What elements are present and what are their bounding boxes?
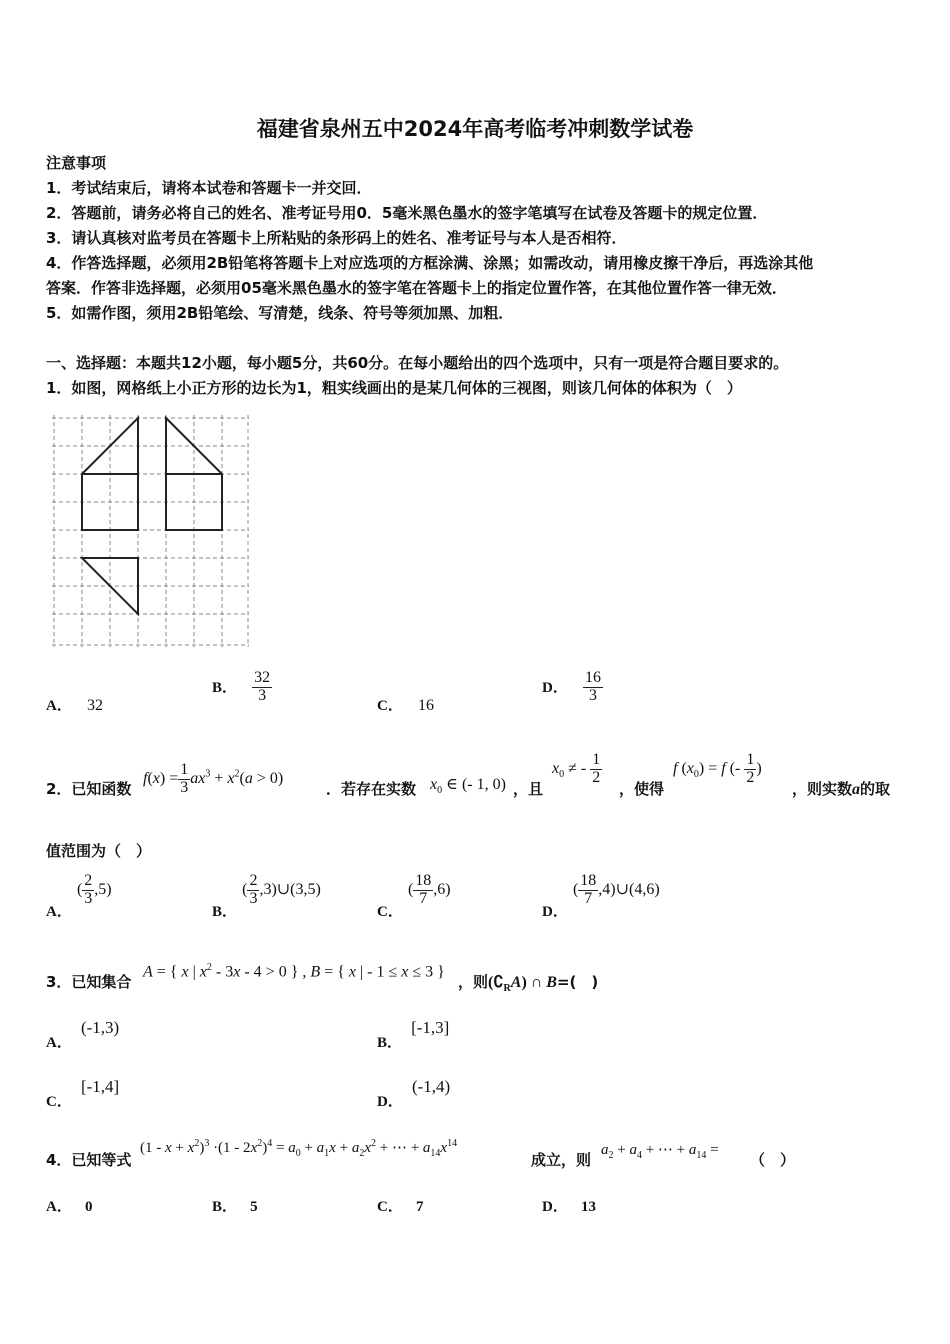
option-value: [-1,3]	[411, 1018, 450, 1037]
q1-option-a[interactable]	[46, 694, 103, 715]
question-1-stem: 1．如图，网格纸上小正方形的边长为1，粗实线画出的是某几何体的三视图，则该几何体的体积为（ ）	[46, 379, 742, 397]
notice-item: 答案．作答非选择题，必须用05毫米黑色墨水的签字笔在答题卡上的指定位置作答，在其他位置作答一律无效．	[46, 279, 787, 297]
q4-option-c[interactable]	[377, 1195, 423, 1216]
option-letter: C．	[377, 698, 403, 714]
q3-option-d[interactable]	[377, 1076, 451, 1110]
fraction-numerator: 18	[415, 872, 432, 889]
q2-line-2: 值范围为（ ）	[46, 842, 152, 860]
option-letter: B．	[212, 1199, 238, 1215]
option-value: 13	[580, 1199, 596, 1215]
q2-option-b[interactable]	[212, 872, 321, 920]
q4-identity-formula: $(1 - x + x^2)^3 \cdot(1 - 2x^2)^4 = a_0 + a_1x + a_2x^2$ + ⋯ + $a_{14}x^{14}$	[140, 1138, 458, 1159]
option-value	[572, 872, 660, 907]
q3-option-a[interactable]	[46, 1017, 120, 1051]
fraction-denominator: 3	[84, 889, 93, 907]
interval-close: ,5)	[94, 880, 112, 898]
option-value: 0	[84, 1199, 93, 1215]
q2-option-a[interactable]	[46, 872, 112, 920]
option-letter: D．	[377, 1094, 403, 1110]
option-letter: A．	[46, 698, 72, 714]
q2-option-d[interactable]	[542, 872, 660, 920]
q4-mid: 成立，则	[531, 1151, 592, 1169]
q2-var-a: a	[852, 781, 861, 798]
q1-option-c[interactable]	[377, 694, 434, 715]
notice-item: 1．考试结束后，请将本试卷和答题卡一并交回．	[46, 179, 372, 197]
solid-outlines	[82, 418, 222, 614]
interval-open: (	[76, 880, 83, 898]
option-value	[76, 872, 112, 907]
option-letter: C．	[377, 903, 403, 920]
option-letter: C．	[377, 1199, 403, 1215]
q1-option-d[interactable]	[542, 670, 603, 705]
option-letter: A．	[46, 1035, 72, 1051]
page-title: 福建省泉州五中2024年高考临考冲刺数学试卷	[256, 117, 694, 141]
interval-close: ,6)	[433, 880, 451, 898]
option-letter: D．	[542, 1199, 568, 1215]
option-letter: B．	[212, 903, 238, 920]
fraction-denominator: 3	[249, 889, 258, 907]
option-letter: C．	[46, 1094, 72, 1110]
option-value: 5	[250, 1199, 258, 1215]
q3-tail-text: ，则	[458, 973, 489, 991]
q3-expression: $(∁_RA)$ ∩ B	[488, 974, 557, 995]
option-value: 16	[417, 697, 434, 714]
fraction-numerator: 2	[249, 872, 258, 889]
notice-heading: 注意事项	[46, 154, 107, 172]
notice-item: 4．作答选择题，必须用2B铅笔将答题卡上对应选项的方框涂满、涂黑；如需改动，请用橡皮擦干净后，再选涂其他	[46, 254, 814, 272]
option-letter: A．	[46, 1199, 72, 1215]
notice-item: 2．答题前，请务必将自己的姓名、准考证号用0．5毫米黑色墨水的签字笔填写在试卷及答题卡的规定位置．	[46, 204, 768, 222]
option-letter: A．	[46, 903, 72, 920]
q2-text-4	[792, 778, 890, 799]
option-value	[407, 872, 451, 907]
notice-item: 3．请认真核对监考员在答题卡上所粘贴的条形码上的姓名、准考证号与本人是否相符．	[46, 229, 627, 247]
q2-text-4a: ，则实数	[792, 780, 853, 798]
q4-option-d[interactable]	[542, 1195, 596, 1216]
option-value	[242, 872, 321, 907]
option-letter: D．	[542, 903, 568, 920]
option-letter: D．	[542, 679, 568, 696]
q4-tail: （ ）	[750, 1151, 796, 1169]
q2-function-formula: f(x) = $\frac{1}{3}$ $ax^3 + x^2(a > 0)$	[143, 761, 284, 796]
q2-text-5: 的取	[860, 780, 891, 798]
q2-text-1: ．若存在实数	[326, 780, 417, 798]
q3-tail-text-2: =( )	[556, 973, 599, 991]
q2-x0-interval: $x_0$ ∈ (- 1, 0)	[430, 776, 506, 797]
q2-option-c[interactable]	[377, 872, 451, 920]
q3-option-b[interactable]	[377, 1017, 450, 1051]
option-value: 32	[86, 697, 103, 714]
option-fraction	[583, 670, 603, 705]
option-letter: B．	[377, 1035, 403, 1051]
fraction-numerator: 16	[584, 669, 601, 686]
notice-item: 5．如需作图，须用2B铅笔绘、写清楚，线条、符号等须加黑、加粗．	[46, 304, 514, 322]
fraction-numerator: 18	[580, 872, 597, 889]
interval-close: ,3)∪(3,5)	[259, 880, 321, 898]
three-view-figure	[52, 415, 252, 650]
q4-option-a[interactable]	[46, 1195, 92, 1216]
q3-sets-formula: A = { x | $x^2 - 3x - 4 > 0$ } , B = { x | - 1 ≤ x ≤ 3 }	[143, 962, 445, 981]
interval-open: (	[242, 880, 248, 898]
fraction-denominator: 7	[584, 889, 593, 907]
fraction-denominator: 7	[419, 889, 428, 907]
q2-x0-condition: $x_0$ ≠ - $\frac{1}{2}$	[552, 751, 601, 786]
option-value: 7	[415, 1199, 424, 1215]
option-value: (-1,3)	[80, 1018, 120, 1037]
q2-text-3: ，使得	[619, 780, 665, 798]
q2-lead: 2．已知函数	[46, 780, 132, 798]
fraction-numerator: 2	[84, 872, 93, 889]
q2-equation: f $(x_0) = f$ (- $\frac{1}{2}$ )	[673, 751, 762, 786]
q2-text-2: ，且	[513, 780, 544, 798]
option-value: (-1,4)	[411, 1077, 451, 1096]
q3-lead: 3．已知集合	[46, 973, 132, 991]
interval-open: (	[407, 880, 414, 898]
section-heading: 一、选择题：本题共12小题，每小题5分，共60分。在每小题给出的四个选项中，只有一项是符合题目要求的。	[46, 354, 789, 372]
fraction-numerator: 32	[254, 669, 271, 686]
q3-tail	[458, 971, 598, 994]
fraction-denominator: 3	[258, 686, 267, 704]
option-fraction	[252, 670, 272, 705]
fraction-denominator: 3	[588, 686, 597, 704]
option-value: [-1,4]	[80, 1077, 120, 1096]
q1-option-b[interactable]	[212, 670, 272, 705]
interval-open: (	[572, 880, 579, 898]
q3-option-c[interactable]	[46, 1076, 120, 1110]
q4-lead: 4．已知等式	[46, 1151, 132, 1169]
q4-option-b[interactable]	[212, 1195, 258, 1216]
q4-sum-expression: $a_2 + a_4$ + ⋯ + $a_{14}$ =	[601, 1142, 719, 1161]
option-letter: B．	[212, 679, 238, 696]
interval-close: ,4)∪(4,6)	[598, 880, 660, 898]
